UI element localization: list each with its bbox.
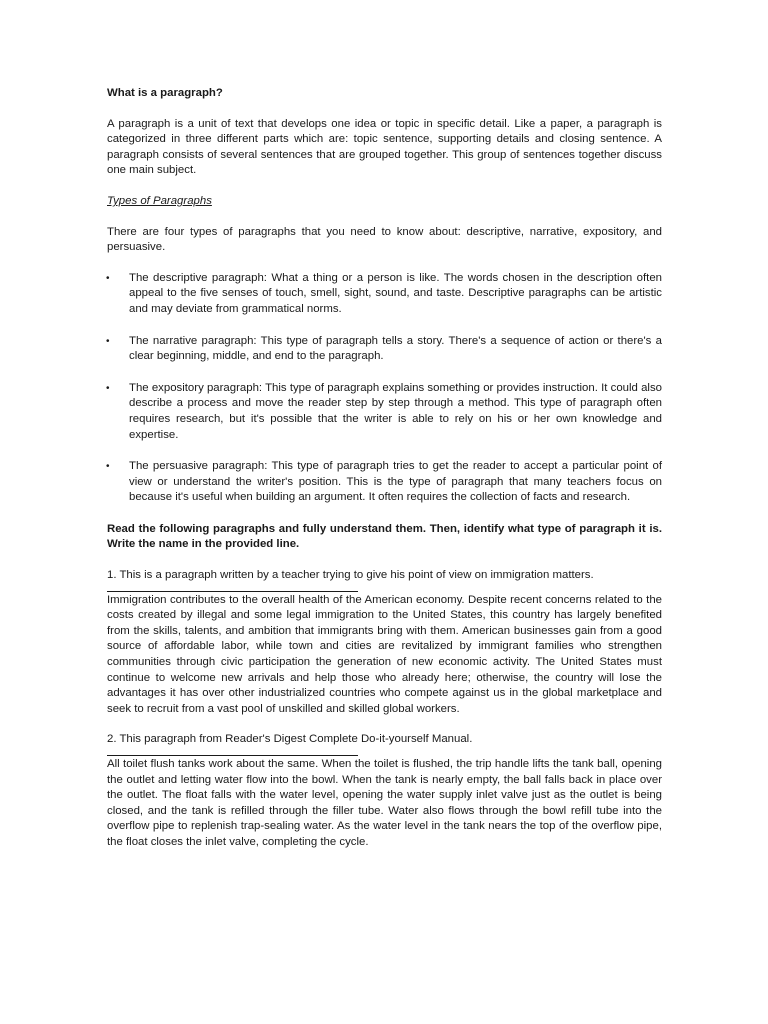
- exercise-prompt: 1. This is a paragraph written by a teacher trying to give his point of view on immigration matters.: [107, 569, 594, 582]
- exercise-2: [107, 732, 662, 850]
- types-intro-paragraph: There are four types of paragraphs that you need to know about: descriptive, narrative, expository, and persuasive.: [107, 225, 662, 254]
- section-heading-types: Types of Paragraphs: [107, 194, 212, 207]
- list-item-narrative: [107, 334, 662, 365]
- list-item-text: The persuasive paragraph: This type of paragraph tries to get the reader to accept a particular point of view or understand the writer's position. This is the type of paragraph that many teachers focus on because it's useful when building an argument. It often requires the collection of facts and research.: [129, 460, 662, 504]
- list-item-text: The descriptive paragraph: What a thing or a person is like. The words chosen in the description often appeal to the five senses of touch, smell, sight, sound, and taste. Descriptive paragraphs can be artistic and may deviate from grammatical norms.: [129, 271, 662, 315]
- exercise-paragraph: All toilet flush tanks work about the same. When the toilet is flushed, the trip handle lifts the tank ball, opening the outlet and letting water flow into the bowl. When the tank is nearly empty, the ball falls back in place over the outlet. The float falls with the water level, opening the water supply inlet valve just as the outlet is being closed, and the tank is refilled through the filler tube. Water also flows through the bowl refill tube into the overflow pipe to replenish trap-sealing water. As the water level in the tank nears the top of the overflow pipe, the float closes the inlet valve, completing the cycle.: [107, 758, 662, 848]
- answer-line: [107, 584, 358, 592]
- exercise-instructions: Read the following paragraphs and fully understand them. Then, identify what type of paragraph it is. Write the name in the provided line.: [107, 522, 662, 551]
- bullet-icon: •: [106, 272, 110, 284]
- exercise-1: [107, 568, 662, 717]
- bullet-icon: •: [106, 461, 110, 473]
- paragraph-types-list: [107, 271, 662, 506]
- list-item-persuasive: [107, 459, 662, 506]
- intro-paragraph: A paragraph is a unit of text that develops one idea or topic in specific detail. Like a paper, a paragraph is categorized in three different parts which are: topic sentence, supporting details and closing sentence. A paragraph consists of several sentences that are grouped together. This group of sentences together discuss one main subject.: [107, 117, 662, 177]
- list-item-text: The narrative paragraph: This type of paragraph tells a story. There's a sequence of action or there's a clear beginning, middle, and end to the paragraph.: [129, 334, 662, 363]
- bullet-icon: •: [106, 335, 110, 347]
- list-item-text: The expository paragraph: This type of paragraph explains something or provides instruction. It could also describe a process and move the reader step by step through a method. This type of paragraph often requires research, but it's possible that the writer is able to rely on his or her own knowledge and expertise.: [129, 381, 662, 441]
- list-item-expository: [107, 381, 662, 443]
- document-title: What is a paragraph?: [107, 87, 223, 99]
- document-page: [107, 86, 662, 866]
- bullet-icon: •: [106, 382, 110, 394]
- list-item-descriptive: [107, 271, 662, 318]
- exercise-paragraph: Immigration contributes to the overall health of the American economy. Despite recent concerns related to the costs created by illegal and some legal immigration to the United States, this country has largely benefited from the skills, talents, and ambition that immigrants bring with them. American businesses gain from a good source of affordable labor, while town and cities are revitalized by immigrant families who strengthen communities through civic participation the generation of new economic activity. The United States must continue to welcome new arrivals and help those who already here; otherwise, the country will lose the advantages it has over other industrialized countries who compete against us in the global marketplace and seek to recruit from a vast pool of unskilled and skilled global workers.: [107, 593, 662, 715]
- answer-line: [107, 748, 358, 756]
- exercise-prompt: 2. This paragraph from Reader's Digest Complete Do-it-yourself Manual.: [107, 733, 473, 746]
